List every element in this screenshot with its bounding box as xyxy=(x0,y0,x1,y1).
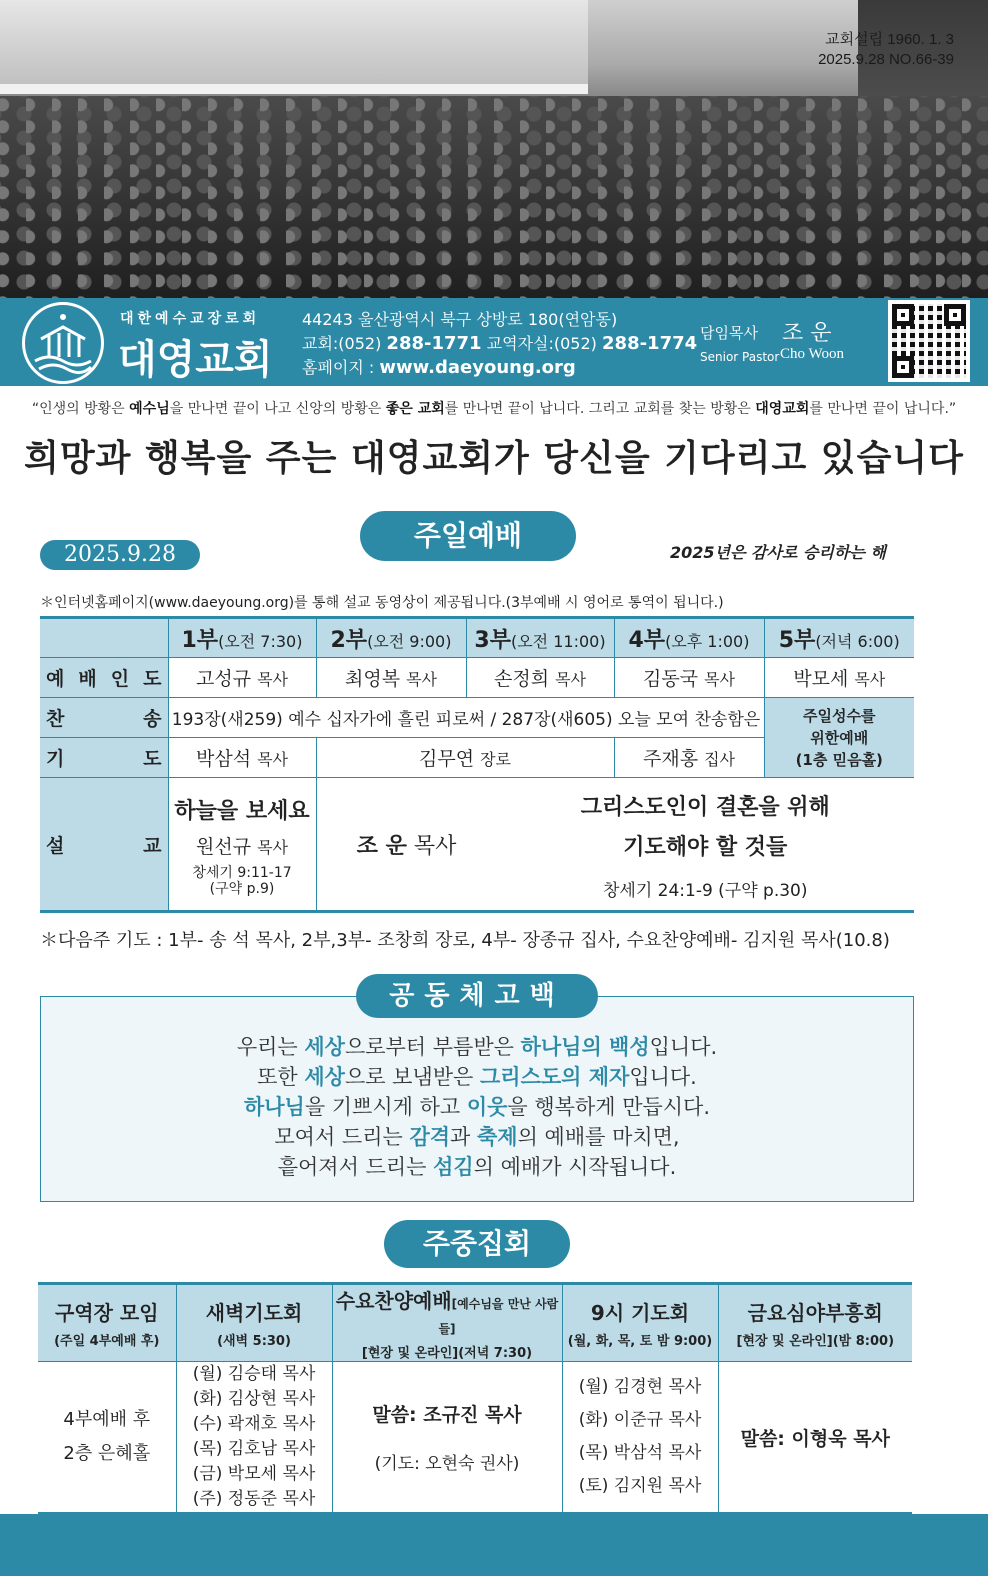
confession-title: 공동체고백 xyxy=(356,974,598,1018)
confession-text-segment: 입니다. xyxy=(649,1035,718,1059)
crowd xyxy=(0,96,988,298)
office-phone: 288-1774 xyxy=(602,333,698,354)
confession-highlight: 세상 xyxy=(304,1065,345,1089)
confession-highlight: 세상 xyxy=(304,1035,345,1059)
phone: 288-1771 xyxy=(386,333,482,354)
fifth-service-note: 주일성수를 위한예배 (1층 믿음홀) xyxy=(764,698,914,778)
leader-label: 예 배 인 도 xyxy=(40,658,168,698)
confession-text-segment: 우리는 xyxy=(236,1035,305,1059)
homepage-link[interactable]: www.daeyoung.org xyxy=(379,357,576,378)
meetings-table xyxy=(38,1282,912,1515)
confession-text-segment: 의 예배가 시작됩니다. xyxy=(473,1155,677,1179)
church-quote: “인생의 방황은 예수님을 만나면 끝이 나고 신앙의 방황은 좋은 교회를 만나면 끝이 납니다. 그리고 교회를 찾는 방황은 대영교회를 만나면 끝이 납니다.” xyxy=(31,401,957,417)
nine-oclock-prayer-list: (월) 김경현 목사 (화) 이준규 목사 (목) 박삼석 목사 (토) 김지원 목사 xyxy=(562,1362,718,1514)
meeting-col-2: 새벽기도회 (새벽 5:30) xyxy=(176,1284,332,1362)
service-1: 1부(오전 7:30) xyxy=(168,618,316,658)
hymn-text: 193장(새259) 예수 십자가에 흘린 피로써 / 287장(새605) 오늘 모여 찬송함은 xyxy=(168,698,764,738)
sunday-worship-title: 주일예배 xyxy=(360,511,576,561)
confession-text-segment: 으로부터 부름받은 xyxy=(344,1035,521,1059)
established-date: 교회설립 1960. 1. 3 xyxy=(825,31,954,48)
meeting-col-4: 9시 기도회 (월, 화, 목, 토 밤 9:00) xyxy=(562,1284,718,1362)
confession-text-segment: 의 예배를 마치면, xyxy=(517,1125,680,1149)
office-label: 교역자실:(052) xyxy=(486,334,597,353)
confession-highlight: 축제 xyxy=(477,1125,518,1149)
dawn-prayer-list: (월) 김승태 목사 (화) 김상현 목사 (수) 곽재호 목사 (목) 김호남 목사 (금) 박모세 목사 (주) 정동준 목사 xyxy=(176,1362,332,1514)
confession-text-segment: 모여서 드리는 xyxy=(274,1125,410,1149)
meeting-col-5: 금요심야부흥회 [현장 및 온라인](밤 8:00) xyxy=(718,1284,912,1362)
leader-row xyxy=(40,658,914,698)
service-header-row xyxy=(40,618,914,658)
meetings-body-row xyxy=(38,1362,912,1514)
pastor-title: 담임목사 xyxy=(700,324,758,342)
hymn-label: 찬 송 xyxy=(40,698,168,738)
denomination: 대한예수교장로회 xyxy=(120,311,261,327)
leader-1: 고성규 목사 xyxy=(168,658,316,698)
confession-text-segment: 입니다. xyxy=(629,1065,697,1089)
confession-text-segment: 과 xyxy=(450,1125,477,1149)
prayer-1: 박삼석 목사 xyxy=(168,738,316,778)
prayer-2: 김무연 장로 xyxy=(316,738,614,778)
church-name: 대영교회 xyxy=(118,337,273,383)
homepage-label: 홈페이지 : xyxy=(302,358,375,377)
confession-highlight: 하나님 xyxy=(243,1095,305,1119)
confession-text-segment: 을 행복하게 만듭시다. xyxy=(507,1095,711,1119)
confession-highlight: 그리스도의 제자 xyxy=(480,1065,630,1089)
hymn-row xyxy=(40,698,914,738)
district-meeting: 4부예배 후 2층 은혜홀 xyxy=(38,1362,176,1514)
pastor-name: 조 운 xyxy=(782,321,832,346)
address: 울산광역시 북구 상방로 180(연암동) xyxy=(358,310,618,329)
prayer-label: 기 도 xyxy=(40,738,168,778)
service-4: 4부(오후 1:00) xyxy=(614,618,764,658)
postcode: 44243 xyxy=(302,310,353,329)
leader-5: 박모세 목사 xyxy=(764,658,914,698)
confession-line xyxy=(40,1062,914,1092)
year-theme: 2025년은 감사로 승리하는 해 xyxy=(670,543,886,562)
leader-4: 김동국 목사 xyxy=(614,658,764,698)
confession-text-segment: 으로 보냄받은 xyxy=(344,1065,481,1089)
confession-text-segment: 흩어져서 드리는 xyxy=(277,1155,434,1179)
confession-text-segment: 을 기쁘시게 하고 xyxy=(304,1095,467,1119)
establishment-info xyxy=(818,30,954,70)
confession-text xyxy=(40,1032,914,1182)
balcony-edge xyxy=(0,84,588,94)
issue-number: 2025.9.28 NO.66-39 xyxy=(818,51,954,68)
leader-3: 손정희 목사 xyxy=(466,658,614,698)
church-address xyxy=(302,308,697,380)
church-info-band xyxy=(0,298,988,386)
sermon-label: 설 교 xyxy=(40,778,168,912)
sermon-row xyxy=(40,778,914,912)
pastor-title-en: Senior Pastor xyxy=(700,350,780,364)
confession-line xyxy=(40,1152,914,1182)
footer-band xyxy=(0,1514,988,1576)
video-notice: ＊인터넷홈페이지(www.daeyoung.org)를 통해 설교 동영상이 제공됩니다.(3부예배 시 영어로 통역이 됩니다.) xyxy=(40,595,724,611)
sermon-1: 하늘을 보세요 원선규 목사 창세기 9:11-17 (구약 p.9) xyxy=(168,778,316,912)
next-week-prayer: ＊다음주 기도 : 1부- 송 석 목사, 2부,3부- 조창희 장로, 4부- 장종규 집사, 수요찬양예배- 김지원 목사(10.8) xyxy=(40,930,890,951)
worship-table xyxy=(40,616,914,913)
wednesday-service: 말씀: 조규진 목사 (기도: 오현숙 권사) xyxy=(332,1362,562,1514)
leader-2: 최영복 목사 xyxy=(316,658,466,698)
confession-highlight: 섬김 xyxy=(433,1155,474,1179)
balcony xyxy=(0,0,588,92)
confession-line xyxy=(40,1032,914,1062)
friday-revival: 말씀: 이형욱 목사 xyxy=(718,1362,912,1514)
service-3: 3부(오전 11:00) xyxy=(466,618,614,658)
meeting-col-3: 수요찬양예배[예수님을 만난 사람들] [현장 및 온라인](저녁 7:30) xyxy=(332,1284,562,1362)
service-2: 2부(오전 9:00) xyxy=(316,618,466,658)
meetings-header-row xyxy=(38,1284,912,1362)
date-badge: 2025.9.28 xyxy=(40,540,200,570)
sermon-2: 조 운 목사 그리스도인이 결혼을 위해 기도해야 할 것들 창세기 24:1-9 (구약 p.30) xyxy=(316,778,914,912)
confession-highlight: 감격 xyxy=(409,1125,451,1149)
confession-text-segment: 또한 xyxy=(257,1065,305,1089)
confession-highlight: 하나님의 백성 xyxy=(520,1035,650,1059)
pastor-name-en: Cho Woon xyxy=(780,346,844,362)
meeting-col-1: 구역장 모임 (주일 4부예배 후) xyxy=(38,1284,176,1362)
church-logo-icon xyxy=(22,302,104,384)
service-5: 5부(저녁 6:00) xyxy=(764,618,914,658)
prayer-3: 주재홍 집사 xyxy=(614,738,764,778)
weekday-meetings-title: 주중집회 xyxy=(384,1220,570,1268)
confession-line xyxy=(40,1092,914,1122)
headline: 희망과 행복을 주는 대영교회가 당신을 기다리고 있습니다 xyxy=(24,438,964,479)
confession-highlight: 이웃 xyxy=(466,1095,508,1119)
confession-line xyxy=(40,1122,914,1152)
phone-label: 교회:(052) xyxy=(302,334,382,353)
qr-code-icon[interactable] xyxy=(888,300,970,382)
